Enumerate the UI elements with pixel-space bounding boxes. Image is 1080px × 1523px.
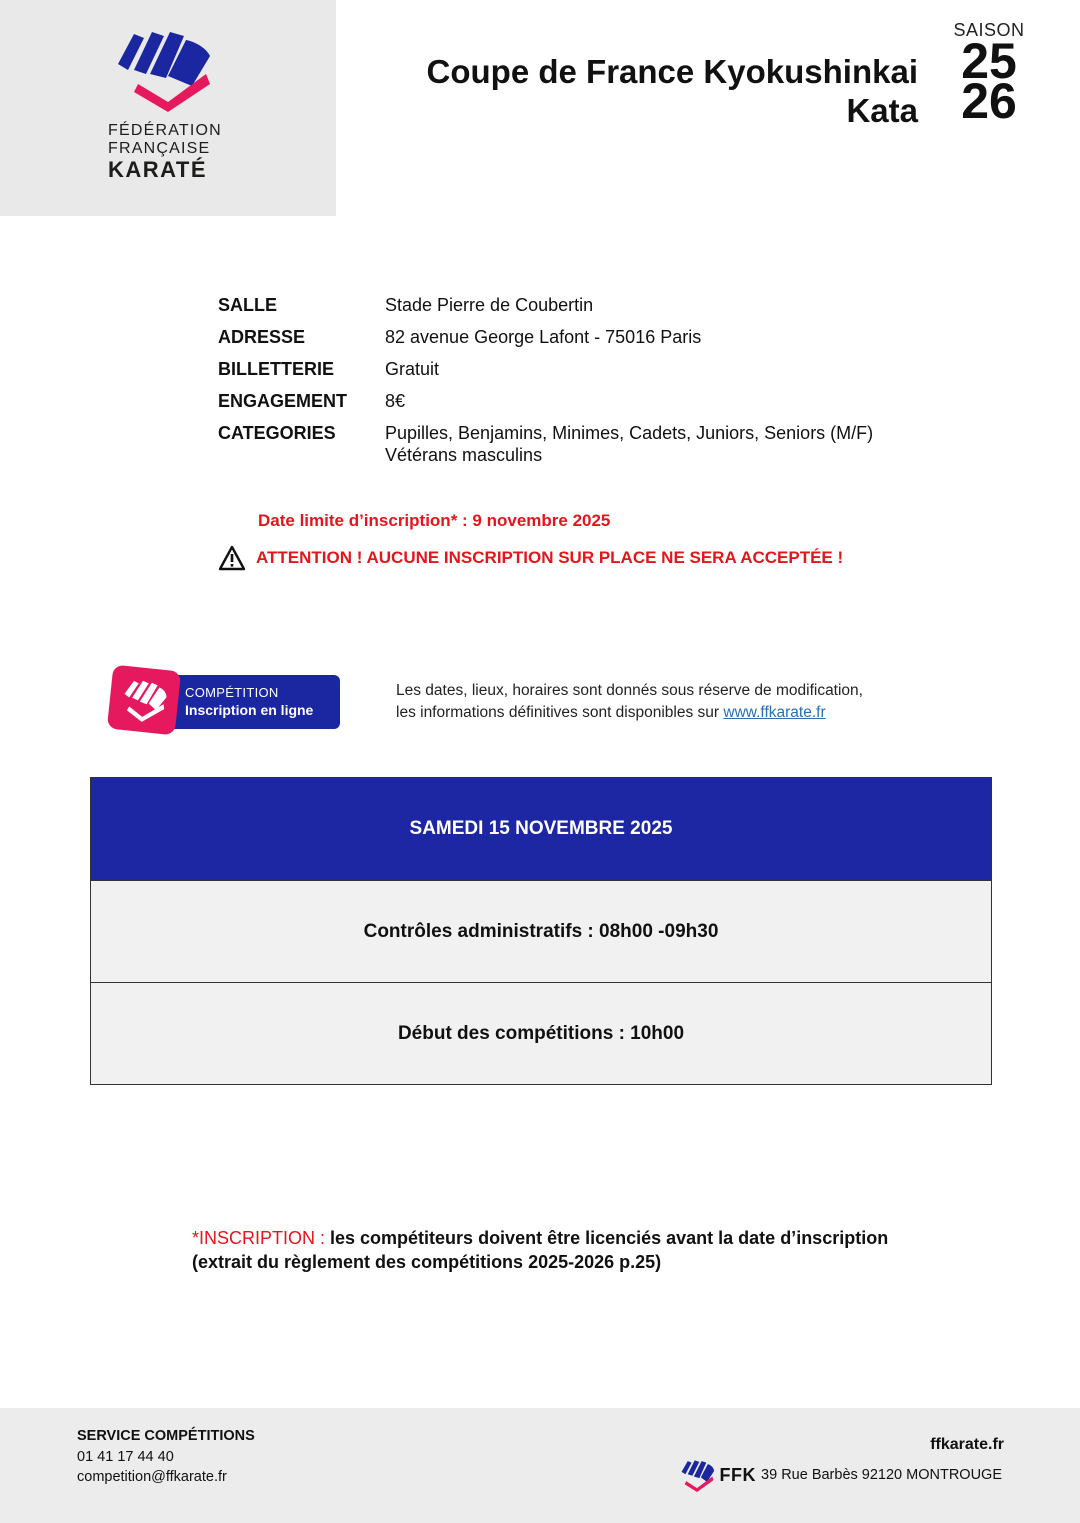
- info-row-salle: [218, 294, 945, 316]
- badge-line-2: Inscription en ligne: [185, 702, 314, 718]
- info-value: Gratuit: [385, 359, 440, 379]
- notice-line-1: Les dates, lieux, horaires sont donnés sous réserve de modification,: [396, 682, 863, 699]
- info-value: [385, 422, 945, 466]
- info-row-billetterie: [218, 358, 945, 380]
- service-email[interactable]: competition@ffkarate.fr: [77, 1469, 227, 1485]
- service-phone: 01 41 17 44 40: [77, 1448, 174, 1465]
- warning-icon: [218, 545, 246, 571]
- info-value: 82 avenue George Lafont - 75016 Paris: [385, 327, 702, 347]
- schedule-date: SAMEDI 15 NOVEMBRE 2025: [91, 778, 991, 881]
- notice-line-2: [396, 702, 863, 724]
- attention-text: ATTENTION ! AUCUNE INSCRIPTION SUR PLACE NE SERA ACCEPTÉE !: [256, 548, 844, 567]
- logo-wordmark: [108, 122, 268, 182]
- footer: [0, 1408, 1080, 1523]
- footer-site-link[interactable]: ffkarate.fr: [930, 1436, 1004, 1453]
- info-label: BILLETTERIE: [218, 359, 334, 379]
- modification-notice: [396, 680, 863, 724]
- season-year-2: 26: [961, 73, 1017, 129]
- registration-deadline: Date limite d’inscription* : 9 novembre 2025: [258, 511, 611, 530]
- ffkarate-link[interactable]: www.ffkarate.fr: [723, 704, 826, 721]
- schedule-row-controls: Contrôles administratifs : 08h00 -09h30: [91, 881, 991, 982]
- logo-line-2: FRANÇAISE: [108, 140, 211, 157]
- karate-fist-logo-icon: [112, 26, 216, 112]
- info-value: Stade Pierre de Coubertin: [385, 295, 594, 315]
- badge-logo: [107, 665, 181, 736]
- footnote-label: *INSCRIPTION :: [192, 1228, 331, 1248]
- schedule-table: [90, 777, 992, 1085]
- notice-line-2-text: les informations définitives sont disponibles sur: [396, 704, 724, 721]
- info-label: ENGAGEMENT: [218, 391, 348, 411]
- info-label: SALLE: [218, 295, 278, 315]
- footer-address: [678, 1458, 1002, 1492]
- info-value: 8€: [385, 391, 406, 411]
- online-registration-button[interactable]: [108, 664, 340, 736]
- info-label: CATEGORIES: [218, 423, 336, 443]
- title-line-2: Kata: [846, 92, 918, 129]
- badge-line-1: COMPÉTITION: [185, 685, 279, 700]
- footnote-line-2: (extrait du règlement des compétitions 2025-2026 p.25): [192, 1252, 662, 1272]
- info-row-categories: [218, 422, 945, 466]
- title-line-1: Coupe de France Kyokushinkai: [426, 53, 918, 90]
- categories-line-1: Pupilles, Benjamins, Minimes, Cadets, Juniors, Seniors (M/F): [385, 423, 874, 443]
- info-row-adresse: [218, 326, 945, 348]
- service-title: SERVICE COMPÉTITIONS: [77, 1428, 255, 1444]
- ffk-label: FFK: [719, 1464, 757, 1485]
- footer-address-text: 39 Rue Barbès 92120 MONTROUGE: [761, 1467, 1002, 1483]
- page-title: [427, 52, 918, 130]
- logo-line-1: FÉDÉRATION: [108, 122, 222, 139]
- logo-block: [0, 0, 336, 216]
- info-label: ADRESSE: [218, 327, 306, 347]
- logo-line-3: KARATÉ: [108, 157, 208, 182]
- inscription-footnote: [192, 1226, 888, 1274]
- attention-notice: [218, 545, 843, 571]
- categories-line-2: Vétérans masculins: [385, 445, 543, 465]
- season-label: SAISON: [953, 20, 1025, 40]
- ffk-logo-icon: [678, 1458, 716, 1492]
- footnote-line-1: [192, 1226, 888, 1250]
- schedule-row-start: Début des compétitions : 10h00: [91, 982, 991, 1084]
- footer-contact: [77, 1426, 255, 1488]
- event-info-table: [218, 294, 945, 476]
- footnote-text: les compétiteurs doivent être licenciés avant la date d’inscription: [330, 1228, 889, 1248]
- info-row-engagement: [218, 390, 945, 412]
- season-year-1: 25: [961, 33, 1017, 89]
- fist-icon: [118, 676, 170, 725]
- season-badge: [944, 20, 1034, 129]
